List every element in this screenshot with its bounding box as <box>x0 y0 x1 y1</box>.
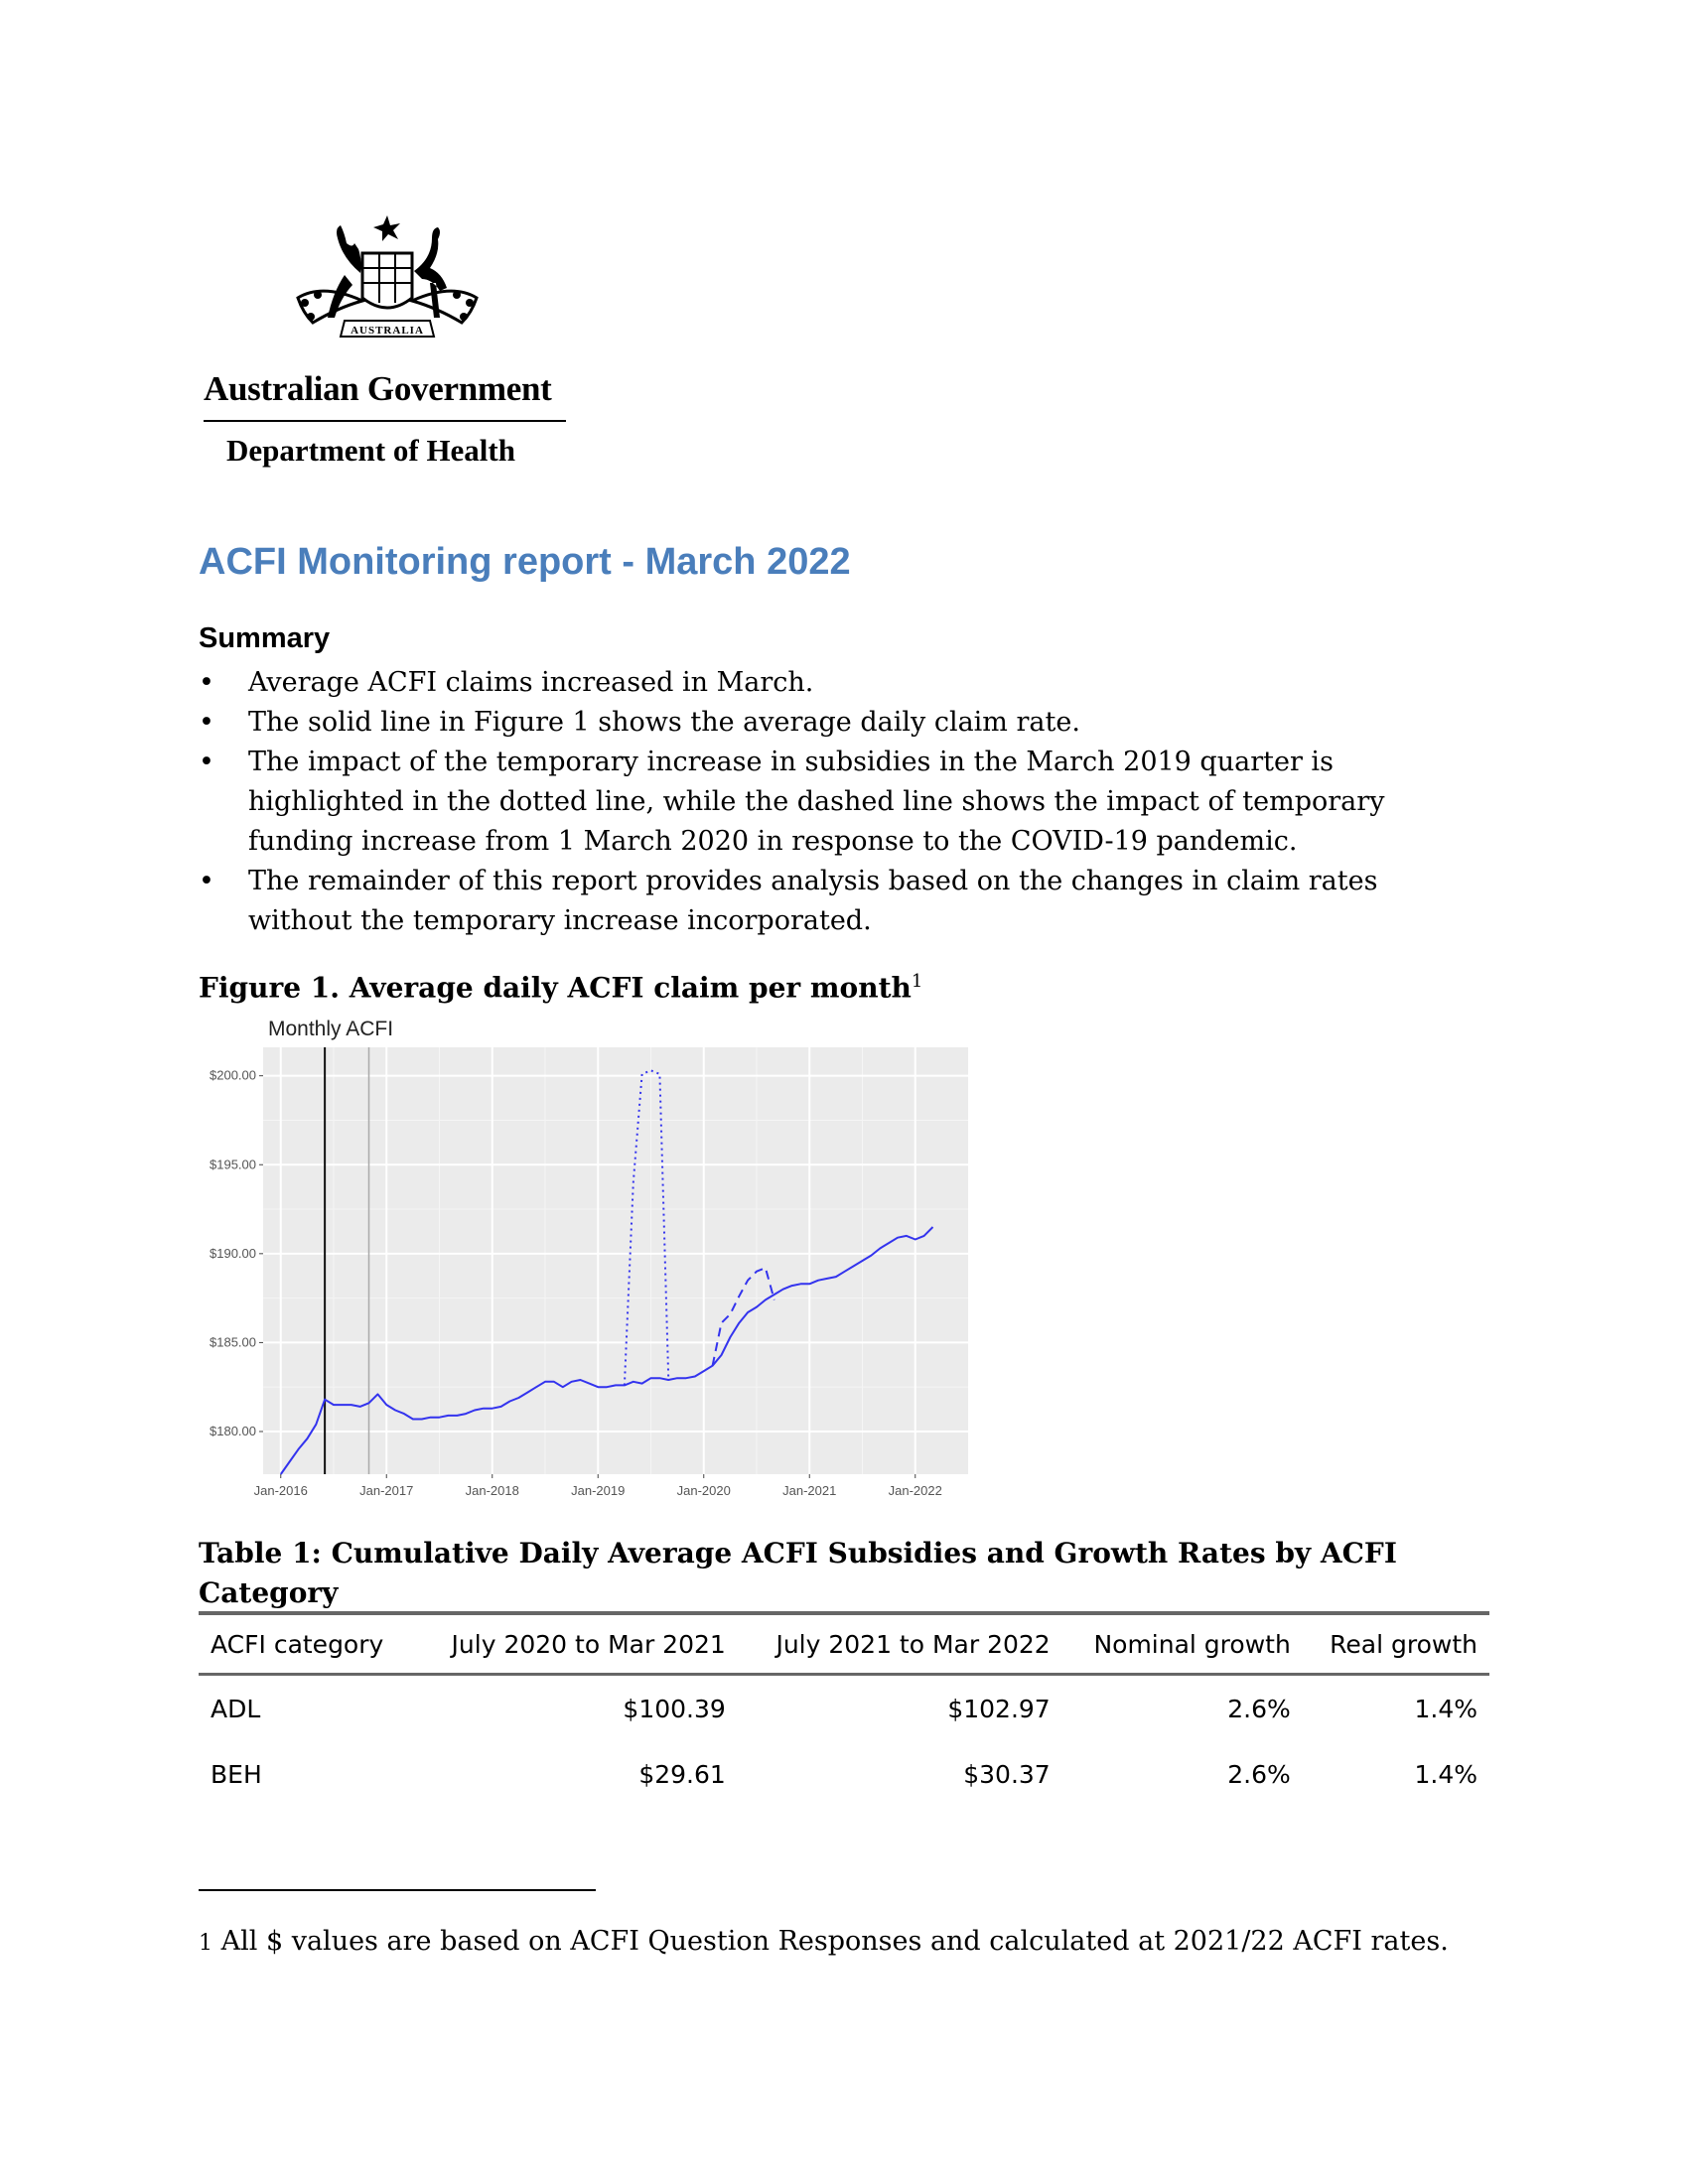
footnote-ref: 1 <box>911 971 923 992</box>
y-tick-label: $200.00 <box>210 1067 256 1083</box>
x-tick-label: Jan-2019 <box>571 1483 626 1498</box>
table-cell: 1.4% <box>1414 1759 1477 1789</box>
column-header: Real growth <box>1303 1613 1489 1675</box>
list-item <box>199 663 1489 703</box>
crest-banner: AUSTRALIA <box>351 325 424 337</box>
figure-title <box>199 971 922 1004</box>
table-cell: $29.61 <box>638 1759 726 1789</box>
bullet-icon: • <box>199 747 214 777</box>
column-header: July 2021 to Mar 2022 <box>738 1613 1062 1675</box>
organisation-name: Australian Government <box>204 369 552 408</box>
bullet-text: Average ACFI claims increased in March. <box>248 667 814 698</box>
table-cell: 2.6% <box>1227 1759 1291 1789</box>
table-cell: ADL <box>211 1694 261 1723</box>
footnote-text: All $ values are based on ACFI Question Responses and calculated at 2021/22 ACFI rates. <box>220 1926 1449 1957</box>
report-title: ACFI Monitoring report - March 2022 <box>199 541 851 583</box>
column-header: Nominal growth <box>1062 1613 1303 1675</box>
x-tick-label: Jan-2021 <box>782 1483 837 1498</box>
x-tick-label: Jan-2022 <box>888 1483 942 1498</box>
department-name: Department of Health <box>226 433 515 468</box>
list-item <box>199 703 1489 743</box>
y-tick-label: $190.00 <box>210 1245 256 1261</box>
table-cell: $100.39 <box>623 1694 726 1723</box>
bullet-text: The solid line in Figure 1 shows the average daily claim rate. <box>248 707 1080 738</box>
bullet-text: The impact of the temporary increase in subsidies in the March 2019 quarter is highlighted in the dotted line, while the dashed line shows the impact of temporary funding increase from 1 March 2020 in response to the COVID-19 pandemic. <box>248 747 1385 857</box>
x-tick-label: Jan-2017 <box>359 1483 414 1498</box>
table-row <box>199 1741 1489 1807</box>
x-tick-label: Jan-2020 <box>676 1483 731 1498</box>
bullet-icon: • <box>199 866 214 896</box>
bullet-text: The remainder of this report provides analysis based on the changes in claim rates without the temporary increase incorporated. <box>248 866 1378 936</box>
table-row <box>199 1675 1489 1742</box>
footnote <box>199 1926 1449 1957</box>
table-title: Table 1: Cumulative Daily Average ACFI Subsidies and Growth Rates by ACFI Category <box>199 1537 1397 1609</box>
figure-title-text: Figure 1. Average daily ACFI claim per month <box>199 971 912 1005</box>
table-cell: 2.6% <box>1227 1694 1291 1723</box>
x-tick-label: Jan-2018 <box>465 1483 519 1498</box>
y-tick-label: $180.00 <box>210 1424 256 1438</box>
bullet-icon: • <box>199 667 214 698</box>
chart-container <box>194 1008 978 1509</box>
coat-of-arms-icon <box>283 213 492 362</box>
table-cell: 1.4% <box>1414 1694 1477 1723</box>
y-tick-label: $185.00 <box>210 1334 256 1350</box>
table-cell: $30.37 <box>963 1759 1051 1789</box>
logo-divider <box>204 420 566 422</box>
column-header: ACFI category <box>199 1613 413 1675</box>
list-item <box>199 743 1489 862</box>
monthly-acfi-chart <box>194 1008 978 1504</box>
chart-title: Monthly ACFI <box>268 1018 394 1040</box>
footnote-marker: 1 <box>199 1931 212 1956</box>
acfi-table <box>199 1611 1489 1807</box>
summary-heading: Summary <box>199 622 331 654</box>
summary-list <box>199 663 1489 941</box>
table-cell: BEH <box>211 1759 262 1789</box>
x-tick-label: Jan-2016 <box>253 1483 308 1498</box>
bullet-icon: • <box>199 707 214 738</box>
table-header-row <box>199 1613 1489 1675</box>
footnote-divider <box>199 1889 596 1891</box>
column-header: July 2020 to Mar 2021 <box>413 1613 738 1675</box>
table-cell: $102.97 <box>947 1694 1051 1723</box>
list-item <box>199 862 1489 941</box>
y-tick-label: $195.00 <box>210 1157 256 1172</box>
